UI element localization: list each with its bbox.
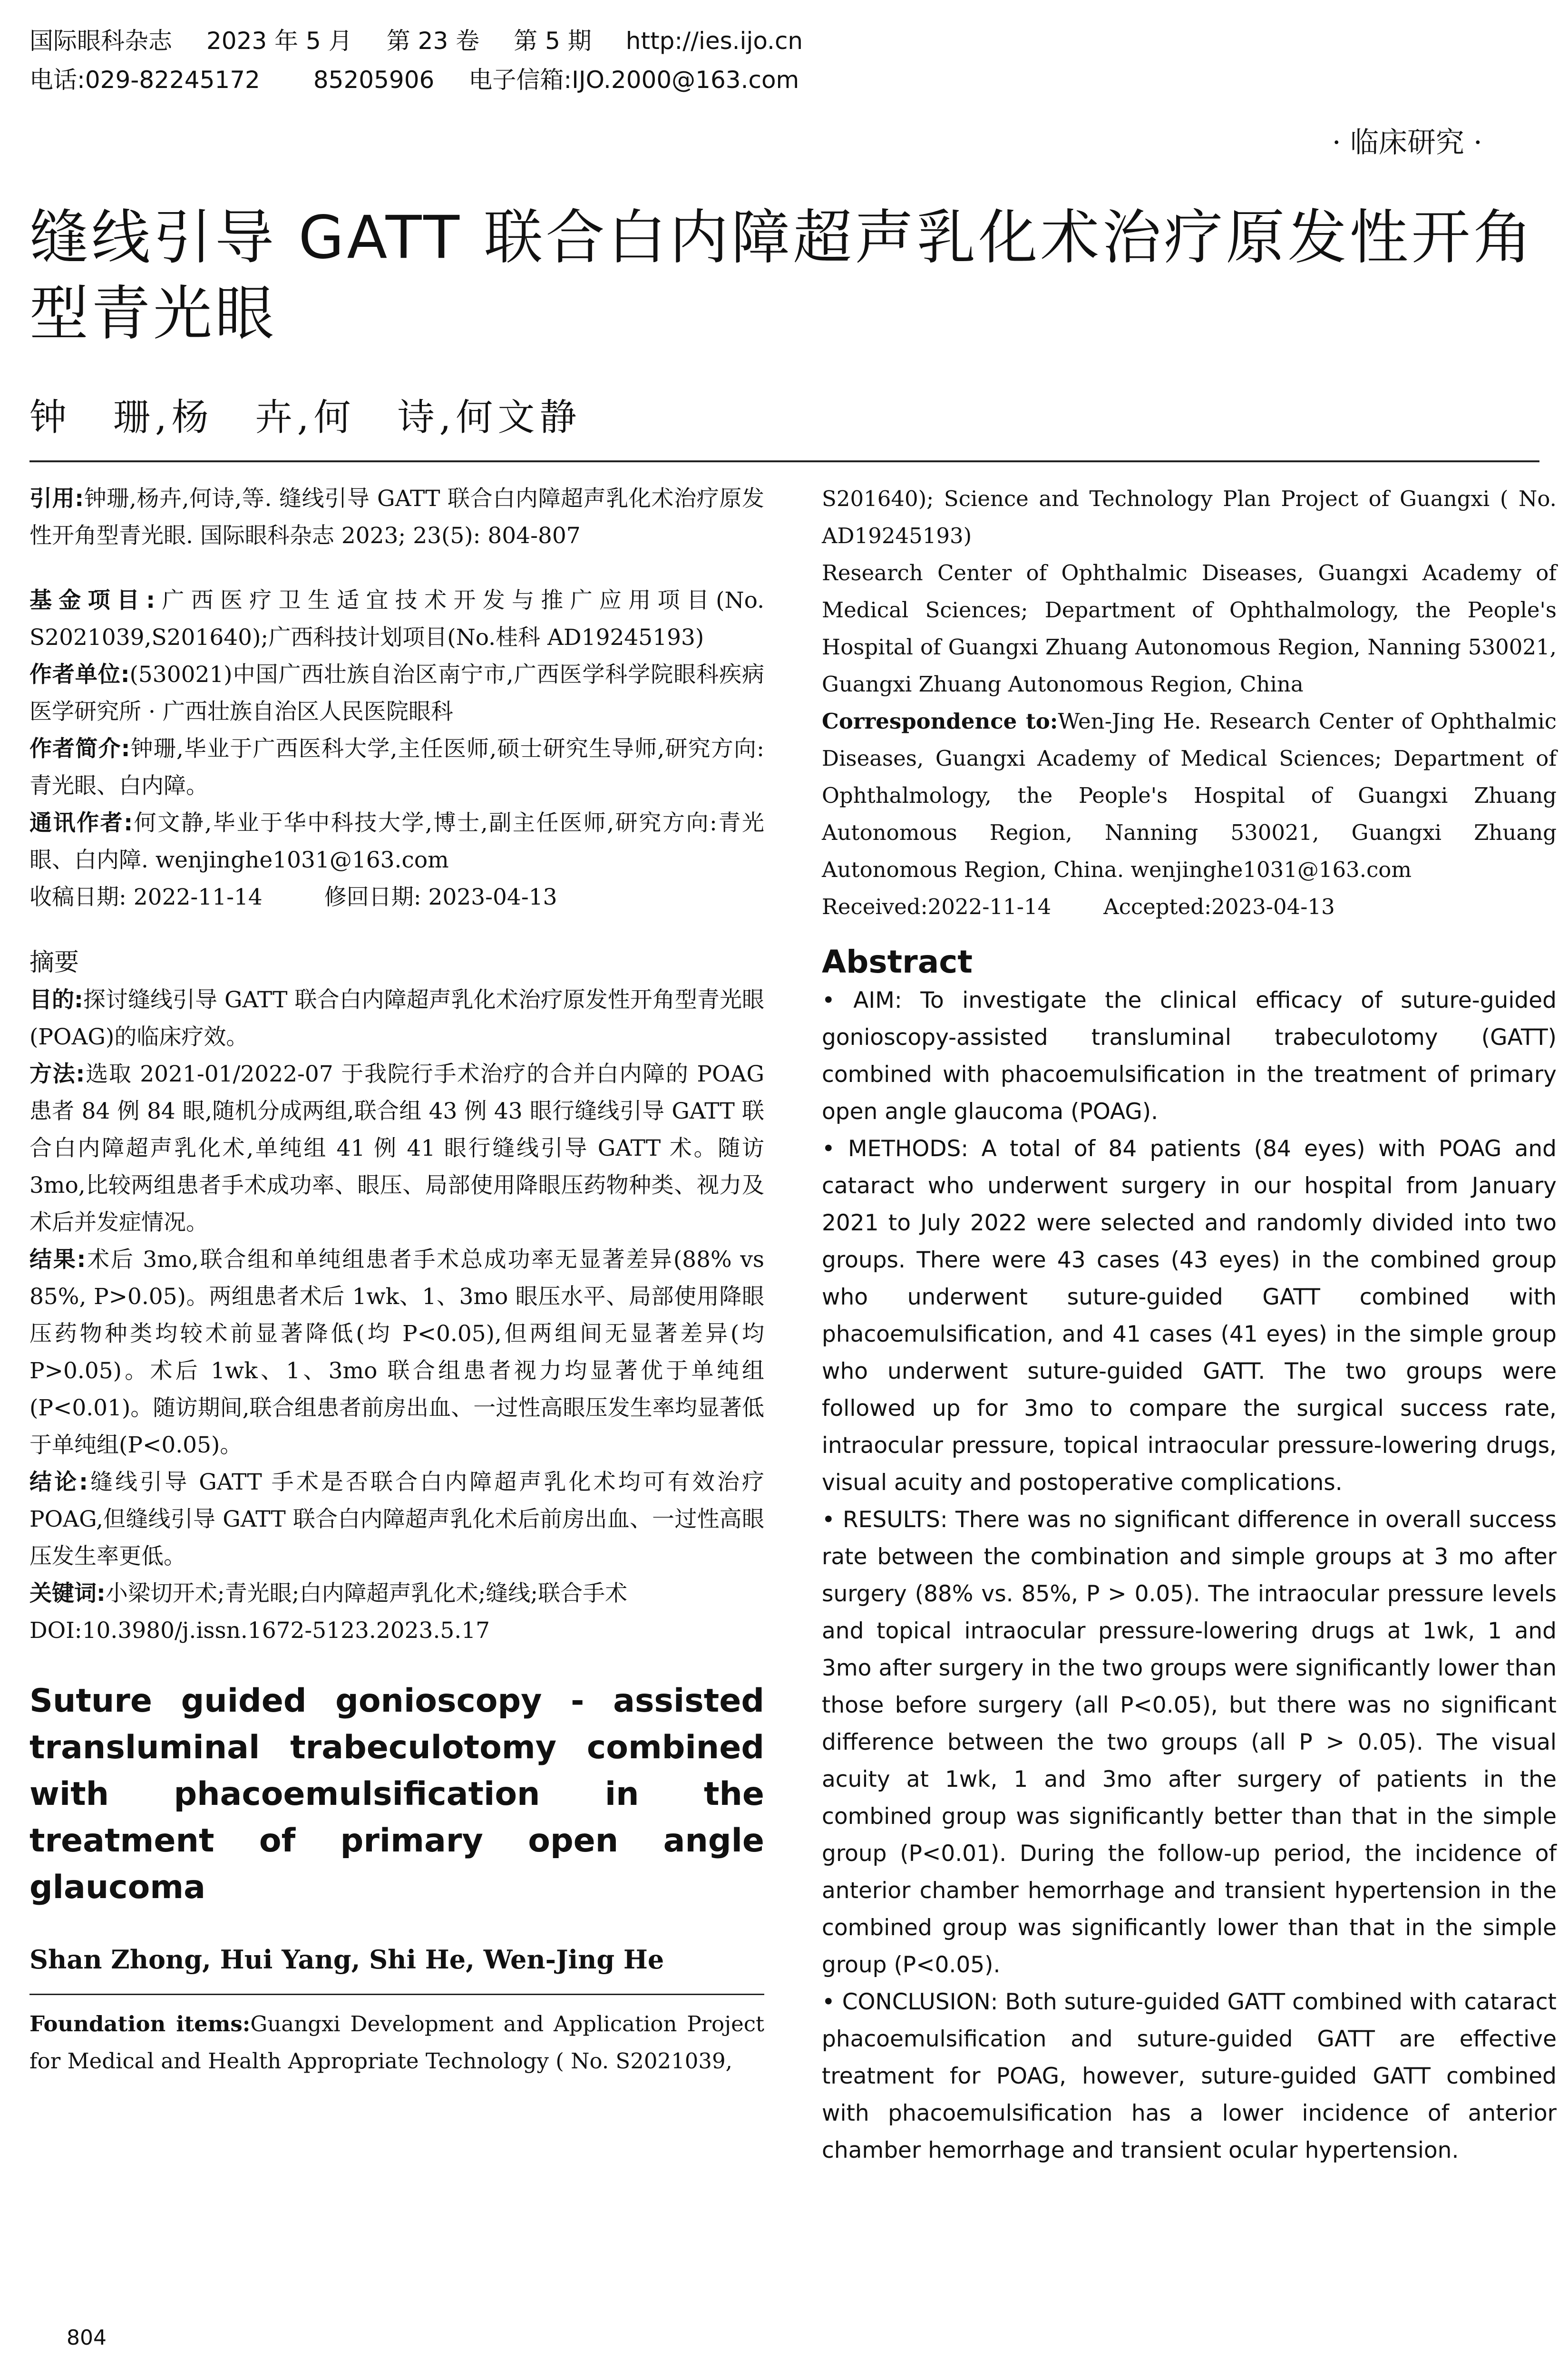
authors-en: Shan Zhong, Hui Yang, Shi He, Wen-Jing He <box>29 1944 664 1975</box>
fund-label: 基金项目: <box>29 587 156 614</box>
citation-label: 引用: <box>29 486 84 512</box>
abstract-conclusion <box>822 1984 1557 2169</box>
results-cn <box>29 1241 764 1464</box>
citation <box>29 480 764 555</box>
conclusion-cn-text: 缝线引导 GATT 手术是否联合白内障超声乳化术均可有效治疗 POAG,但缝线引导 GATT 联合白内障超声乳化术后前房出血、一过性高眼压发生率更低。 <box>29 1469 764 1569</box>
bio <box>29 731 764 805</box>
methods-label: • METHODS: <box>822 1136 969 1162</box>
page-number: 804 <box>67 2326 107 2350</box>
fund-text: 广西医疗卫生适宜技术开发与推广应用项目(No. S2021039,S201640);广西科技计划项目(No.桂科 AD19245193) <box>29 587 765 651</box>
aim-cn-label: 目的: <box>29 987 83 1013</box>
results-cn-text: 术后 3mo,联合组和单纯组患者手术总成功率无显著差异(88% vs 85%, P>0.05)。两组患者术后 1wk、1、3mo 眼压水平、局部使用降眼压药物种类均较术前显著降低(均 P<0.05),但两组间无显著差异(均 P>0.05)。术后 1wk、1、3mo 联合组患者视力均显著优于单纯组(P<0.01)。随访期间,联合组患者前房出血、一过性高眼压发生率均显著低于单纯组(P<0.05)。 <box>29 1247 765 1458</box>
doi[interactable]: DOI:10.3980/j.issn.1672-5123.2023.5.17 <box>29 1617 490 1644</box>
affiliation-en: Research Center of Ophthalmic Diseases, Guangxi Academy of Medical Sciences; Department of Ophthalmology, the People's Hospital of Guangxi Zhuang Autonomous Region, Nanning 530021, Guangxi Zhuang Autonomous Region, China <box>822 560 1557 697</box>
phone: 电话:029-82245172 <box>29 66 260 94</box>
correspondence-text: Wen-Jing He. Research Center of Ophthalmic Diseases, Guangxi Academy of Medical Sciences; Department of Ophthalmology, the People's Hospital of Guangxi Zhuang Autonomous Region, Nanning 530021, Guangxi Zhuang Autonomous Region, China. wenjinghe1031@163.com <box>822 709 1557 882</box>
journal-header-line2 <box>29 65 833 95</box>
conclusion-label: • CONCLUSION: <box>822 1989 998 2015</box>
email[interactable]: 电子信箱:IJO.2000@163.com <box>468 66 799 94</box>
keywords-label: 关键词: <box>29 1580 106 1607</box>
foundation-label: Foundation items: <box>29 2011 251 2036</box>
results-cn-label: 结果: <box>29 1247 86 1273</box>
corresponding-author <box>29 805 764 879</box>
corr-label: 通讯作者: <box>29 810 133 836</box>
methods-cn <box>29 1056 764 1241</box>
bio-label: 作者简介: <box>29 736 130 762</box>
foundation-items <box>29 2006 764 2080</box>
authors-rule <box>29 1994 764 1995</box>
keywords-text: 小梁切开术;青光眼;白内障超声乳化术;缝线;联合手术 <box>105 1580 628 1607</box>
conclusion-cn <box>29 1464 764 1575</box>
correspondence-label: Correspondence to: <box>822 709 1058 734</box>
issue-year-month: 2023 年 5 月 <box>206 27 352 55</box>
foundation-text: Guangxi Development and Application Project for Medical and Health Appropriate Technology ( No. S2021039, <box>29 2011 764 2074</box>
received-en: Received:2022-11-14 <box>822 894 1052 919</box>
right-column <box>822 480 1557 2169</box>
corr-text: 何文静,毕业于华中科技大学,博士,副主任医师,研究方向:青光眼、白内障. wenjinghe1031@163.com <box>29 810 765 873</box>
issue-number: 第 5 期 <box>514 27 592 55</box>
abstract-cn-heading: 摘要 <box>29 948 79 977</box>
results-label: • RESULTS: <box>822 1507 948 1533</box>
methods-text: A total of 84 patients (84 eyes) with POAG and cataract who underwent surgery in our hospital from January 2021 to July 2022 were selected and randomly divided into two groups. There were 43 cases (43 eyes) in the combined group who underwent suture-guided GATT combined with phacoemulsification, and 41 cases (41 eyes) in the simple group who underwent suture-guided GATT. The two groups were followed up for 3mo to compare the surgical success rate, intraocular pressure, topical intraocular pressure-lowering drugs, visual acuity and postoperative complications. <box>822 1136 1557 1496</box>
unit <box>29 656 764 731</box>
accepted-en: Accepted:2023-04-13 <box>1103 894 1335 919</box>
unit-label: 作者单位: <box>29 662 130 688</box>
left-column <box>29 480 764 2080</box>
unit-text: (530021)中国广西壮族自治区南宁市,广西医学科学院眼科疾病医学研究所 · 广西壮族自治区人民医院眼科 <box>29 662 765 725</box>
authors-cn: 钟 珊,杨 卉,何 诗,何文静 <box>29 396 582 439</box>
correspondence-en <box>822 703 1557 888</box>
abstract-heading: Abstract <box>822 944 973 980</box>
aim-label: • AIM: <box>822 987 902 1013</box>
aim-cn-text: 探讨缝线引导 GATT 联合白内障超声乳化术治疗原发性开角型青光眼(POAG)的临床疗效。 <box>29 987 764 1050</box>
foundation-cont: S201640); Science and Technology Plan Project of Guangxi ( No. AD19245193) <box>822 486 1557 548</box>
journal-name: 国际眼科杂志 <box>29 27 172 55</box>
article-title-cn: 缝线引导 GATT 联合白内障超声乳化术治疗原发性开角型青光眼 <box>29 204 1535 348</box>
abstract-methods <box>822 1130 1557 1501</box>
journal-url[interactable]: http://ies.ijo.cn <box>625 27 803 55</box>
bio-text: 钟珊,毕业于广西医科大学,主任医师,硕士研究生导师,研究方向:青光眼、白内障。 <box>29 736 764 799</box>
abstract-aim <box>822 982 1557 1130</box>
conclusion-cn-label: 结论: <box>29 1469 88 1495</box>
methods-cn-label: 方法: <box>29 1061 85 1087</box>
received-cn: 收稿日期: 2022-11-14 <box>29 884 263 910</box>
volume: 第 23 卷 <box>386 27 480 55</box>
revised-cn: 修回日期: 2023-04-13 <box>324 884 557 910</box>
article-title-en: Suture guided gonioscopy - assisted transluminal trabeculotomy combined with phacoemulsification in the treatment of primary open angle glaucoma <box>29 1682 764 1906</box>
phone2: 85205906 <box>313 66 435 94</box>
aim-cn <box>29 982 764 1056</box>
journal-header-line1 <box>29 26 837 56</box>
citation-text: 钟珊,杨卉,何诗,等. 缝线引导 GATT 联合白内障超声乳化术治疗原发性开角型青光眼. 国际眼科杂志 2023; 23(5): 804-807 <box>29 486 764 549</box>
results-text: There was no significant difference in overall success rate between the combination and simple groups at 3 mo after surgery (88% vs. 85%, P > 0.05). The intraocular pressure levels and topical intraocular pressure-lowering drugs at 1wk, 1 and 3mo after surgery in the two groups were significantly lower than those before surgery (all P<0.05), but there was no significant difference between the two groups (all P > 0.05). The visual acuity at 1wk, 1 and 3mo after surgery of patients in the combined group was significantly better than that in the simple group (P<0.01). During the follow-up period, the incidence of anterior chamber hemorrhage and transient hypertension in the combined group was significantly lower than that in the simple group (P<0.05). <box>822 1507 1557 1978</box>
header-rule <box>29 460 1539 462</box>
conclusion-text: Both suture-guided GATT combined with cataract phacoemulsification and suture-guided GATT are effective treatment for POAG, however, suture-guided GATT combined with phacoemulsification has a lower incidence of anterior chamber hemorrhage and transient ocular hypertension. <box>822 1989 1557 2163</box>
dates-en <box>822 888 1557 925</box>
dates-cn <box>29 879 764 916</box>
aim-text: To investigate the clinical efficacy of suture-guided gonioscopy-assisted transluminal trabeculotomy (GATT) combined with phacoemulsification in the treatment of primary open angle glaucoma (POAG). <box>822 987 1557 1125</box>
methods-cn-text: 选取 2021-01/2022-07 于我院行手术治疗的合并白内障的 POAG 患者 84 例 84 眼,随机分成两组,联合组 43 例 43 眼行缝线引导 GATT 联合白内障超声乳化术,单纯组 41 例 41 眼行缝线引导 GATT 术。随访 3mo,比较两组患者手术成功率、眼压、局部使用降眼压药物种类、视力及术后并发症情况。 <box>29 1061 764 1236</box>
fund <box>29 582 764 656</box>
section-tag: · 临床研究 · <box>1332 126 1482 159</box>
abstract-results <box>822 1501 1557 1984</box>
keywords-cn <box>29 1575 764 1612</box>
